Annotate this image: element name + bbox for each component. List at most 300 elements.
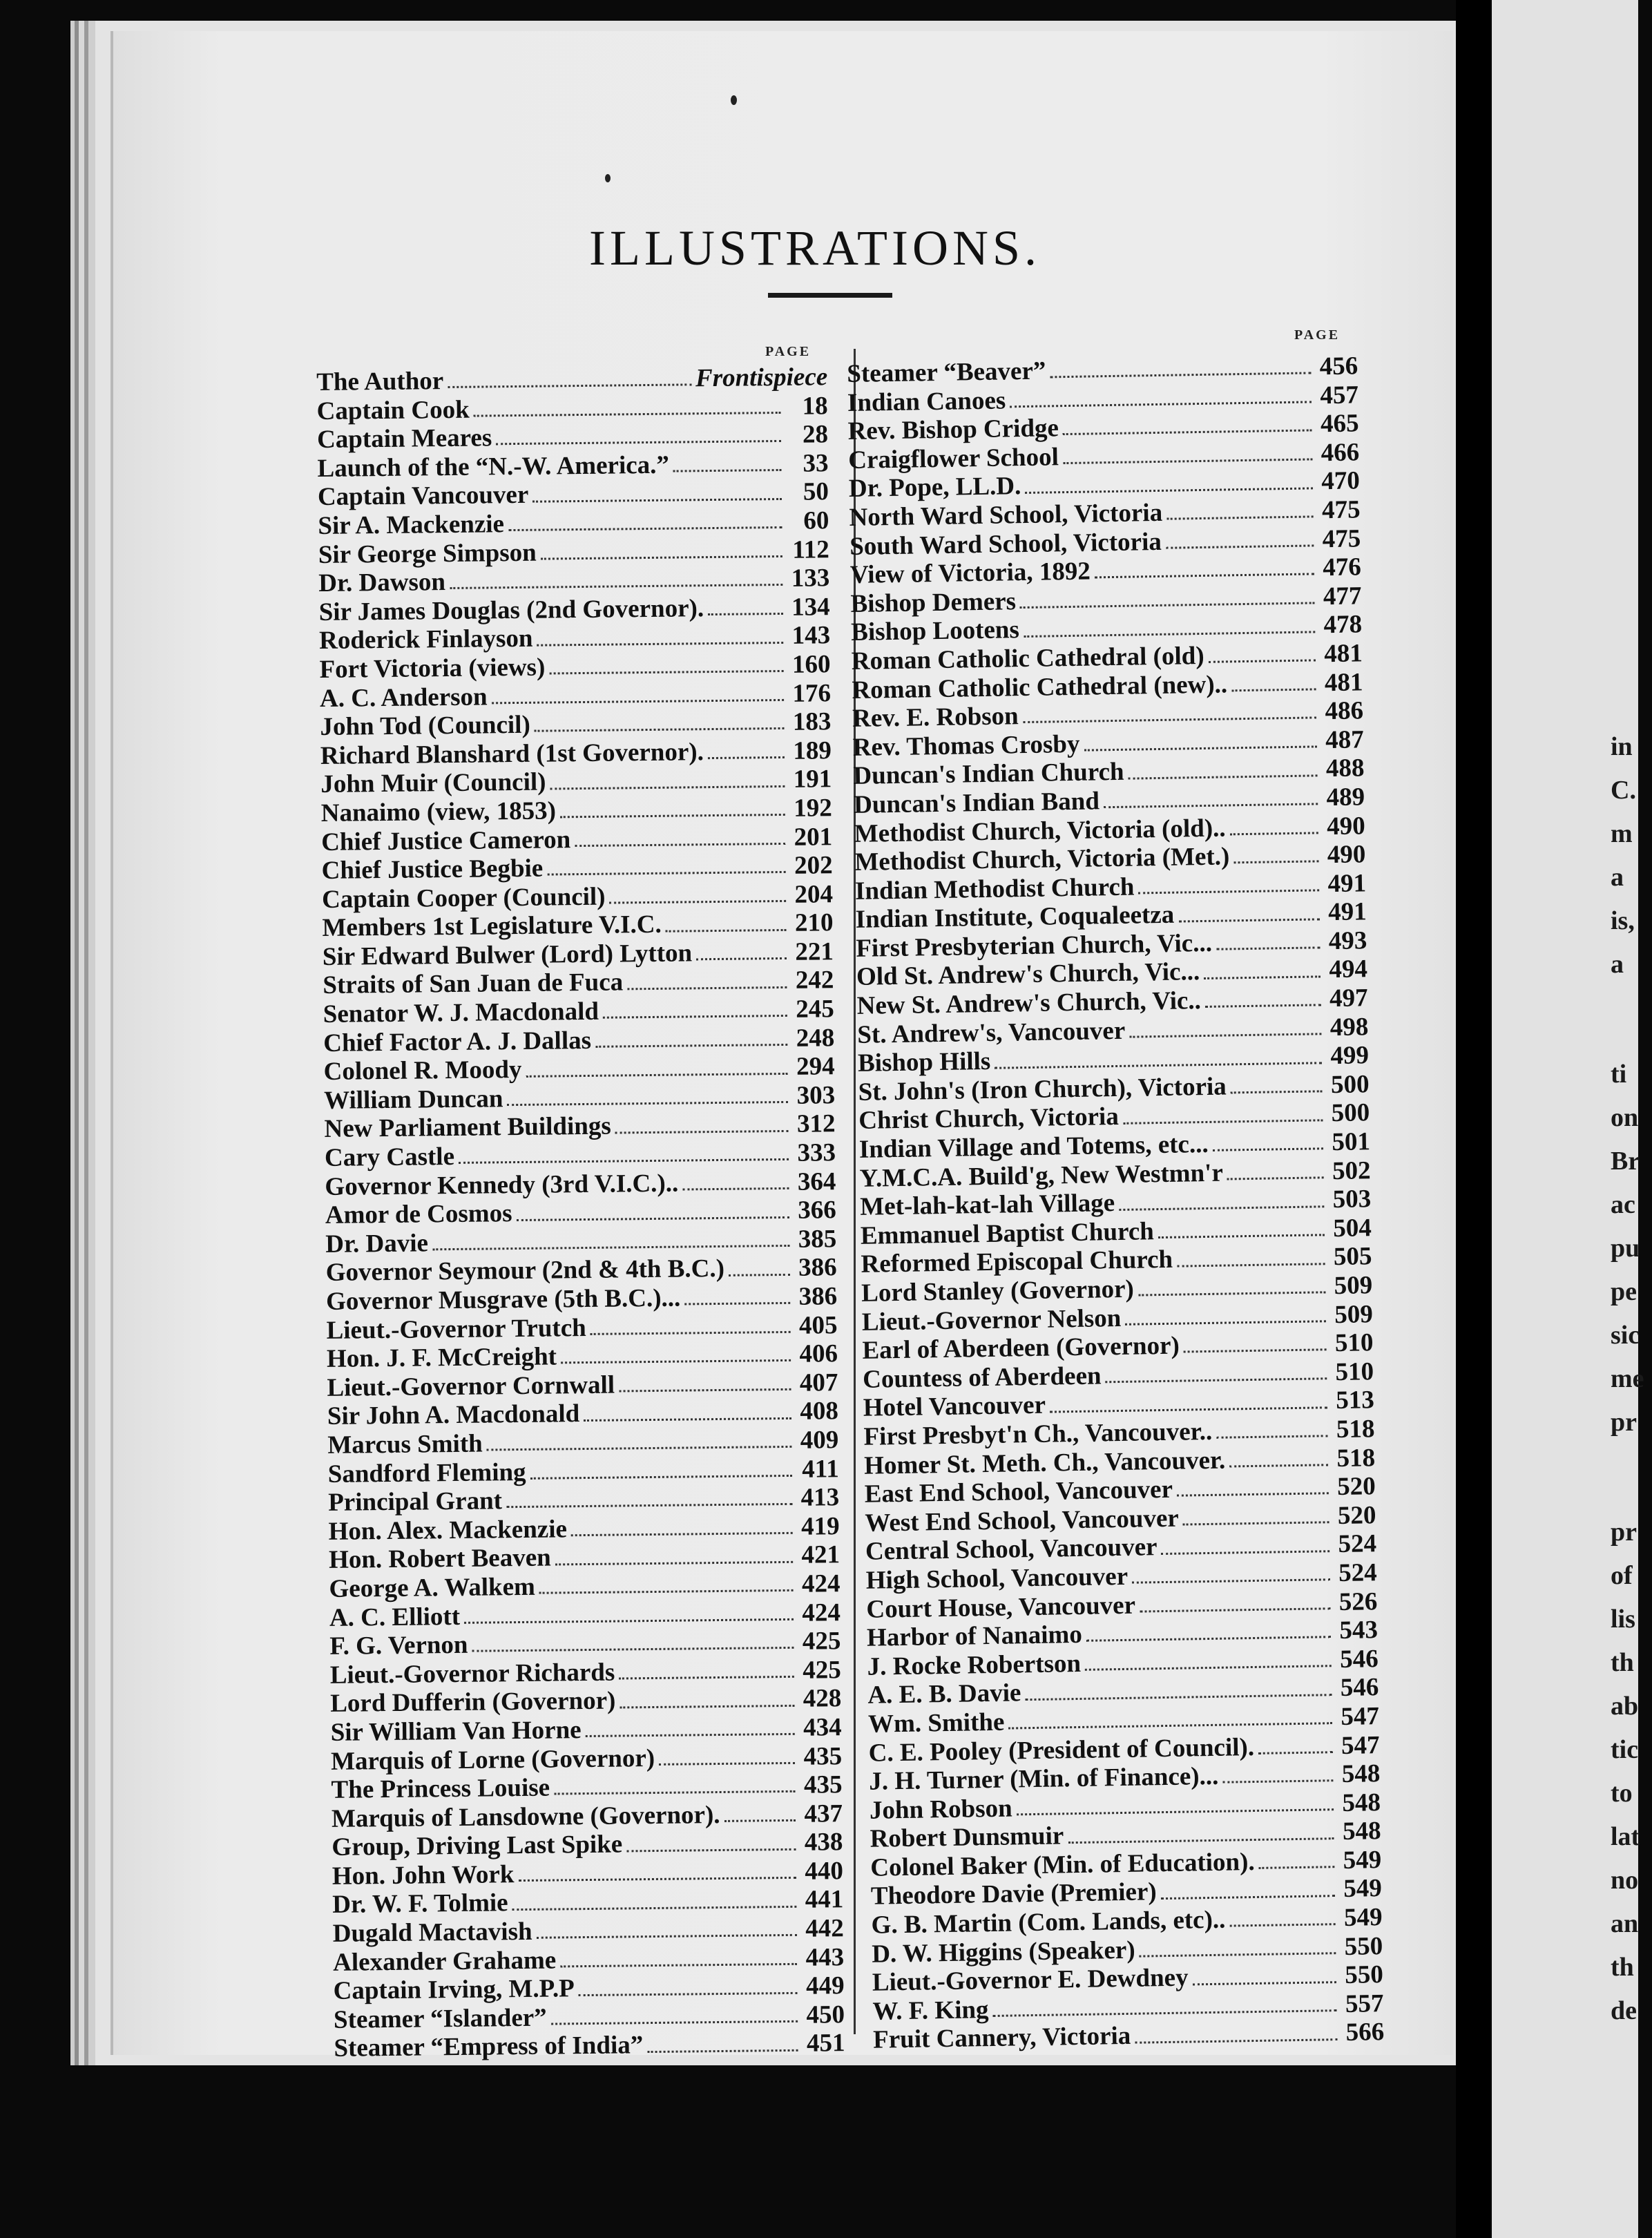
- entry-title: Hon. Robert Beaven: [328, 1543, 551, 1575]
- entry-title: John Tod (Council): [320, 710, 531, 742]
- entry-title: Chief Justice Begbie: [321, 854, 544, 886]
- dot-leader: [550, 785, 785, 790]
- page-number: 502: [1332, 1156, 1371, 1185]
- page-number: 294: [796, 1052, 835, 1082]
- page-number: 303: [796, 1081, 836, 1110]
- entry-title: Met-lah-kat-lah Village: [859, 1189, 1115, 1222]
- entry-title: Y.M.C.A. Build'g, New Westmn'r: [859, 1158, 1224, 1193]
- page-number: 189: [793, 736, 832, 765]
- dot-leader: [1119, 1205, 1324, 1211]
- dot-leader: [560, 814, 785, 818]
- entry-title: Robert Dunsmuir: [870, 1821, 1064, 1854]
- adjacent-page-fragment: lat: [1611, 1822, 1640, 1851]
- entry-title: Hon. John Work: [332, 1859, 515, 1891]
- page-number: 425: [802, 1627, 841, 1656]
- dot-leader: [724, 1819, 796, 1822]
- page-number: 481: [1324, 667, 1363, 697]
- entry-title: Fruit Cannery, Victoria: [872, 2022, 1131, 2055]
- page-number: 488: [1325, 754, 1365, 783]
- page-number: 549: [1343, 1845, 1382, 1875]
- dot-leader: [1213, 1148, 1323, 1152]
- entry-title: Central School, Vancouver: [865, 1533, 1158, 1567]
- entry-title: Roderick Finlayson: [318, 624, 533, 656]
- dot-leader: [539, 1589, 794, 1594]
- dot-leader: [519, 1877, 796, 1882]
- page-number: 405: [798, 1310, 838, 1340]
- entry-title: William Duncan: [323, 1084, 503, 1115]
- page-number: 28: [802, 420, 829, 449]
- dot-leader: [1193, 1981, 1336, 1985]
- dot-leader: [1216, 1435, 1327, 1440]
- page-column-header-right: PAGE: [1294, 327, 1341, 343]
- dot-leader: [682, 1187, 789, 1191]
- page-number: 520: [1337, 1500, 1376, 1530]
- entry-title: Bishop Lootens: [850, 615, 1020, 647]
- dot-leader: [1259, 1866, 1335, 1869]
- entry-title: Rev. Thomas Crosby: [852, 729, 1080, 762]
- page-number: 520: [1336, 1472, 1376, 1502]
- entry-title: Hotel Vancouver: [863, 1391, 1046, 1423]
- adjacent-page-fragment: sic: [1611, 1321, 1640, 1350]
- entry-title: Sandford Fleming: [327, 1457, 526, 1489]
- dot-leader: [1162, 1550, 1330, 1555]
- entry-title: Dr. Pope, LL.D.: [848, 472, 1021, 504]
- page-number: 424: [802, 1598, 841, 1627]
- dot-leader: [571, 1532, 793, 1536]
- entry-title: Chief Factor A. J. Dallas: [323, 1026, 592, 1058]
- dot-leader: [464, 1618, 794, 1624]
- dot-leader: [537, 642, 784, 647]
- page-number: 202: [794, 851, 833, 880]
- dot-leader: [526, 1072, 787, 1077]
- dot-leader: [537, 1934, 797, 1939]
- dot-leader: [1258, 1751, 1333, 1754]
- page-number: 547: [1341, 1702, 1380, 1731]
- dot-leader: [535, 727, 785, 732]
- page-number: 513: [1335, 1386, 1375, 1415]
- page-number: 546: [1340, 1673, 1379, 1703]
- entry-title: Dr. W. F. Tolmie: [332, 1888, 508, 1920]
- title-rule: [768, 293, 892, 298]
- entry-title: Amor de Cosmos: [325, 1199, 512, 1230]
- entry-title: G. B. Martin (Com. Lands, etc)..: [871, 1905, 1226, 1940]
- entry-title: Hon. Alex. Mackenzie: [328, 1515, 568, 1546]
- dot-leader: [1140, 1607, 1330, 1612]
- page-number: 435: [803, 1741, 843, 1771]
- adjacent-page-fragment: pe: [1611, 1277, 1637, 1306]
- entry-title: Marquis of Lorne (Governor): [330, 1743, 655, 1776]
- dot-leader: [549, 670, 783, 675]
- page-number: 60: [803, 506, 829, 535]
- page-number: 549: [1343, 1903, 1383, 1933]
- page-number: 481: [1323, 639, 1363, 669]
- dot-leader: [508, 526, 782, 531]
- page-number: 510: [1334, 1328, 1374, 1358]
- entry-title: Captain Cooper (Council): [321, 882, 606, 914]
- dot-leader: [547, 871, 785, 876]
- dot-leader: [619, 1676, 794, 1680]
- dot-leader: [659, 1762, 795, 1766]
- dot-leader: [1229, 1464, 1328, 1467]
- page-number: 487: [1325, 725, 1365, 754]
- entry-title: F. G. Vernon: [329, 1630, 468, 1661]
- entry-title: Colonel Baker (Min. of Education).: [870, 1847, 1255, 1882]
- dot-leader: [1063, 459, 1312, 465]
- page-number: 456: [1319, 352, 1358, 381]
- page-number: 407: [799, 1368, 838, 1397]
- dot-leader: [584, 1417, 791, 1422]
- dot-leader: [512, 1906, 797, 1911]
- entry-title: Craigflower School: [847, 442, 1059, 475]
- dot-leader: [1125, 1320, 1326, 1326]
- dot-leader: [555, 1561, 793, 1566]
- page-number: 33: [803, 449, 829, 478]
- page-number: 183: [792, 707, 832, 736]
- entry-title: Richard Blanshard (1st Governor).: [320, 737, 704, 770]
- adjacent-page-fragment: ti: [1611, 1060, 1627, 1089]
- entry-title: The Princess Louise: [331, 1773, 550, 1804]
- page-number: 192: [794, 794, 832, 823]
- entry-title: Indian Institute, Coqualeetza: [855, 900, 1175, 935]
- entry-title: Fort Victoria (views): [319, 653, 546, 684]
- dot-leader: [487, 1446, 792, 1451]
- dot-leader: [1158, 1234, 1325, 1238]
- entry-title: Chief Justice Cameron: [320, 825, 571, 857]
- entry-title: Rev. E. Robson: [852, 702, 1019, 734]
- entry-title: Captain Irving, M.P.P: [333, 1974, 575, 2006]
- page-number: 549: [1343, 1874, 1383, 1904]
- dot-leader: [1166, 516, 1313, 520]
- entry-title: First Presbyt'n Ch., Vancouver..: [863, 1417, 1213, 1451]
- dot-leader: [530, 1475, 792, 1480]
- entry-title: Hon. J. F. McCreight: [326, 1342, 557, 1374]
- entry-title: Harbor of Nanaimo: [866, 1620, 1083, 1652]
- adjacent-page-fragment: in: [1611, 732, 1633, 761]
- dot-leader: [1166, 544, 1314, 548]
- page-number: 406: [799, 1339, 838, 1368]
- page-number: 510: [1335, 1357, 1374, 1386]
- entry-title: John Robson: [869, 1794, 1012, 1825]
- entry-title: Group, Driving Last Spike: [332, 1830, 623, 1862]
- dot-leader: [590, 1331, 791, 1335]
- page-number: 526: [1338, 1587, 1378, 1616]
- dot-leader: [1025, 487, 1313, 494]
- adjacent-page-fragment: an: [1611, 1909, 1639, 1938]
- dot-leader: [1017, 1808, 1334, 1815]
- entry-title: Dr. Davie: [325, 1229, 429, 1259]
- page-number: 176: [792, 678, 832, 708]
- dot-leader: [541, 555, 782, 560]
- adjacent-page-fragment: th: [1611, 1648, 1634, 1677]
- dot-leader: [1231, 688, 1316, 691]
- entry-title: Nanaimo (view, 1853): [320, 796, 557, 828]
- adjacent-page-fragment: [1611, 986, 1652, 1053]
- entry-title: Steamer “Islander”: [333, 2003, 547, 2034]
- dot-leader: [993, 2009, 1337, 2017]
- page-number: 548: [1341, 1759, 1381, 1789]
- page-number: 245: [796, 995, 834, 1024]
- dot-leader: [1132, 1578, 1330, 1584]
- dot-leader: [708, 613, 783, 615]
- page-number: 475: [1322, 524, 1361, 553]
- adjacent-page-text: [1611, 725, 1652, 2033]
- page-number: 524: [1338, 1558, 1378, 1587]
- dot-leader: [586, 1733, 795, 1737]
- page-number: 518: [1336, 1443, 1376, 1473]
- entry-title: John Muir (Council): [320, 767, 546, 799]
- page-number: 543: [1339, 1616, 1379, 1645]
- page-number: 210: [794, 908, 834, 938]
- entry-title: Court House, Vancouver: [866, 1591, 1136, 1624]
- dot-leader: [684, 1302, 790, 1306]
- entry-title: West End School, Vancouver: [865, 1504, 1180, 1538]
- page-number: 201: [794, 822, 833, 852]
- page-number: 478: [1323, 610, 1363, 640]
- ink-speck: [731, 95, 737, 105]
- entry-title: Duncan's Indian Church: [853, 758, 1124, 791]
- page-number: 546: [1339, 1644, 1379, 1674]
- entry-title: Theodore Davie (Premier): [870, 1877, 1157, 1911]
- page-number: 550: [1345, 1960, 1384, 1990]
- page-number: 489: [1326, 783, 1365, 812]
- page-number: 500: [1331, 1098, 1370, 1128]
- entry-title: Principal Grant: [327, 1486, 503, 1518]
- adjacent-page-fragment: ab: [1611, 1692, 1639, 1721]
- dot-leader: [448, 384, 691, 389]
- dot-leader: [1184, 1349, 1327, 1353]
- dot-leader: [575, 843, 785, 847]
- adjacent-page-fragment: tic: [1611, 1735, 1639, 1764]
- entry-title: Dugald Mactavish: [332, 1917, 532, 1948]
- entry-title: First Presbyterian Church, Vic...: [856, 928, 1213, 963]
- entry-title: Governor Kennedy (3rd V.I.C.)..: [325, 1169, 679, 1201]
- dot-leader: [1138, 1292, 1325, 1297]
- dot-leader: [1010, 401, 1312, 408]
- dot-leader: [1178, 918, 1319, 922]
- page-number: 450: [806, 2000, 845, 2029]
- page-number: 490: [1327, 840, 1366, 870]
- entry-title: View of Victoria, 1892: [849, 557, 1091, 590]
- page-title: ILLUSTRATIONS.: [589, 220, 1041, 276]
- page-number: 566: [1345, 2018, 1385, 2047]
- adjacent-page-fragment: m: [1611, 819, 1633, 848]
- dot-leader: [561, 1359, 791, 1364]
- entry-title: George A. Walkem: [329, 1572, 536, 1603]
- page-number: 443: [805, 1942, 845, 1972]
- entry-title: North Ward School, Victoria: [849, 498, 1163, 532]
- page-number: 134: [791, 592, 830, 622]
- dot-leader: [1205, 1004, 1321, 1008]
- page-number: 204: [794, 879, 834, 909]
- page-number: 438: [804, 1828, 843, 1857]
- entry-title: J. Rocke Robertson: [867, 1649, 1082, 1681]
- page-number: 248: [796, 1023, 835, 1053]
- entry-title: Sir George Simpson: [318, 538, 537, 569]
- dot-leader: [474, 412, 781, 417]
- page-number: 421: [801, 1540, 841, 1570]
- page-number: 493: [1328, 926, 1367, 956]
- adjacent-page-fragment: pr: [1611, 1408, 1637, 1437]
- page-number: 449: [805, 1971, 845, 2000]
- entry-title: Lieut.-Governor E. Dewdney: [872, 1963, 1189, 1997]
- page-number: 112: [792, 535, 830, 564]
- dot-leader: [532, 498, 782, 503]
- entry-title: A. C. Anderson: [319, 682, 488, 713]
- adjacent-page-fragment: pu: [1611, 1234, 1640, 1263]
- entry-title: Lord Dufferin (Governor): [330, 1686, 616, 1719]
- entry-title: Homer St. Meth. Ch., Vancouver.: [863, 1446, 1226, 1480]
- entry-title: Rev. Bishop Cridge: [847, 414, 1059, 446]
- dot-leader: [696, 957, 787, 960]
- page-number: 364: [797, 1167, 836, 1196]
- page-number: 440: [805, 1857, 844, 1886]
- page-number: 486: [1325, 696, 1364, 726]
- entry-title: Lieut.-Governor Nelson: [861, 1303, 1122, 1337]
- dot-leader: [627, 986, 787, 990]
- page-number: 409: [800, 1426, 839, 1455]
- page-number: 476: [1323, 553, 1362, 582]
- page-number: 133: [791, 564, 830, 593]
- illustrations-list-left: [316, 362, 845, 2063]
- ink-speck: [605, 174, 611, 182]
- entry-title: Captain Cook: [316, 395, 470, 425]
- adjacent-page-fragment: C.: [1611, 776, 1636, 805]
- page-number: 465: [1320, 409, 1359, 439]
- dot-leader: [1050, 372, 1311, 379]
- page-number: 442: [805, 1914, 844, 1943]
- entry-title: Steamer “Beaver”: [847, 356, 1046, 388]
- dot-leader: [626, 1848, 796, 1852]
- entry-title: Governor Seymour (2nd & 4th B.C.): [325, 1254, 725, 1288]
- dot-leader: [560, 1963, 797, 1968]
- entry-title: Captain Meares: [316, 423, 492, 455]
- page-number: 490: [1326, 811, 1366, 841]
- page-number: 509: [1334, 1299, 1374, 1329]
- page-number: 428: [803, 1684, 842, 1714]
- dot-leader: [472, 1647, 794, 1652]
- page-number: 501: [1332, 1127, 1371, 1157]
- adjacent-page-fragment: no: [1611, 1866, 1639, 1895]
- entry-title: Dr. Dawson: [318, 568, 446, 598]
- entry-title: Indian Canoes: [847, 385, 1006, 417]
- dot-leader: [1063, 430, 1312, 436]
- page-number: 441: [805, 1885, 844, 1915]
- entry-title: Sir James Douglas (2nd Governor).: [318, 593, 704, 627]
- dot-leader: [554, 1790, 795, 1795]
- entry-title: Lord Stanley (Governor): [861, 1274, 1135, 1308]
- page-number: 143: [791, 621, 831, 651]
- page-number: 411: [802, 1454, 839, 1484]
- dot-leader: [1183, 1521, 1329, 1525]
- dot-leader: [666, 928, 787, 932]
- dot-leader: [595, 1044, 787, 1048]
- entry-title: Bishop Demers: [850, 586, 1017, 618]
- dot-leader: [1227, 1176, 1324, 1180]
- dot-leader: [1233, 861, 1318, 864]
- entry-title: W. F. King: [872, 1995, 989, 2026]
- page-number: 437: [804, 1799, 843, 1828]
- page-number: Frontispiece: [695, 363, 828, 393]
- dot-leader: [496, 440, 781, 445]
- page-number: 333: [797, 1138, 836, 1167]
- entry-title: Steamer “Empress of India”: [334, 2031, 644, 2063]
- adjacent-page-fragment: a: [1611, 950, 1624, 979]
- entry-title: Captain Vancouver: [317, 481, 529, 512]
- adjacent-page-fragment: is,: [1611, 906, 1635, 935]
- page-number: 424: [801, 1569, 841, 1598]
- page-number: 524: [1338, 1529, 1377, 1559]
- dot-leader: [432, 1245, 789, 1250]
- entry-title: C. E. Pooley (President of Council).: [868, 1732, 1255, 1768]
- dot-leader: [1177, 1493, 1329, 1497]
- dot-leader: [1129, 1033, 1321, 1037]
- page-number: 413: [800, 1483, 840, 1512]
- dot-leader: [1161, 1895, 1335, 1900]
- page-number: 509: [1334, 1271, 1373, 1301]
- entry-title: Launch of the “N.-W. America.”: [317, 450, 670, 483]
- dot-leader: [1050, 1406, 1327, 1413]
- dot-leader: [1020, 602, 1315, 609]
- page-number: 498: [1329, 1012, 1369, 1042]
- entry-title: Sir John A. Macdonald: [327, 1399, 580, 1431]
- page-number: 505: [1333, 1242, 1372, 1272]
- page-number: 50: [803, 477, 829, 507]
- page-number: 547: [1341, 1730, 1380, 1760]
- page-number: 475: [1321, 495, 1361, 525]
- dot-leader: [450, 584, 782, 589]
- page-number: 221: [795, 937, 834, 966]
- dot-leader: [708, 756, 785, 759]
- adjacent-page-fragment: on: [1611, 1103, 1639, 1132]
- page-number: 477: [1323, 582, 1362, 611]
- page-number: 494: [1329, 955, 1368, 984]
- page-number: 160: [791, 650, 831, 679]
- entry-title: New Parliament Buildings: [324, 1112, 611, 1144]
- entry-title: Roman Catholic Cathedral (old): [851, 641, 1204, 676]
- entry-title: Christ Church, Victoria: [858, 1102, 1120, 1136]
- dot-leader: [551, 2020, 798, 2025]
- adjacent-page-fragment: ac: [1611, 1190, 1635, 1219]
- entry-title: Methodist Church, Victoria (old)..: [854, 813, 1226, 848]
- dot-leader: [1230, 1924, 1336, 1927]
- dot-leader: [459, 1158, 789, 1164]
- dot-leader: [1023, 717, 1316, 724]
- dot-leader: [1104, 803, 1318, 809]
- dot-leader: [1204, 975, 1320, 979]
- page-number: 425: [803, 1655, 841, 1685]
- entry-title: Members 1st Legislature V.I.C.: [322, 910, 662, 943]
- page-number: 242: [795, 966, 834, 995]
- dot-leader: [517, 1216, 789, 1221]
- adjacent-page-fragment: [1611, 1444, 1652, 1511]
- list-item: [316, 362, 827, 396]
- page-number: 386: [798, 1282, 838, 1311]
- dot-leader: [1068, 1837, 1334, 1844]
- entry-title: St. Andrew's, Vancouver: [857, 1016, 1126, 1049]
- entry-title: The Author: [316, 367, 444, 396]
- entry-title: Sir Edward Bulwer (Lord) Lytton: [322, 939, 693, 971]
- entry-title: Emmanuel Baptist Church: [860, 1216, 1155, 1250]
- dot-leader: [1135, 2038, 1337, 2044]
- adjacent-page-fragment: th: [1611, 1953, 1634, 1982]
- entry-title: A. C. Elliott: [329, 1602, 461, 1632]
- page-number: 470: [1321, 466, 1361, 496]
- dot-leader: [1024, 631, 1315, 638]
- entry-title: New St. Andrew's Church, Vic..: [856, 986, 1202, 1020]
- dot-leader: [1231, 1090, 1323, 1093]
- dot-leader: [506, 1503, 792, 1508]
- page-number: 408: [800, 1397, 839, 1426]
